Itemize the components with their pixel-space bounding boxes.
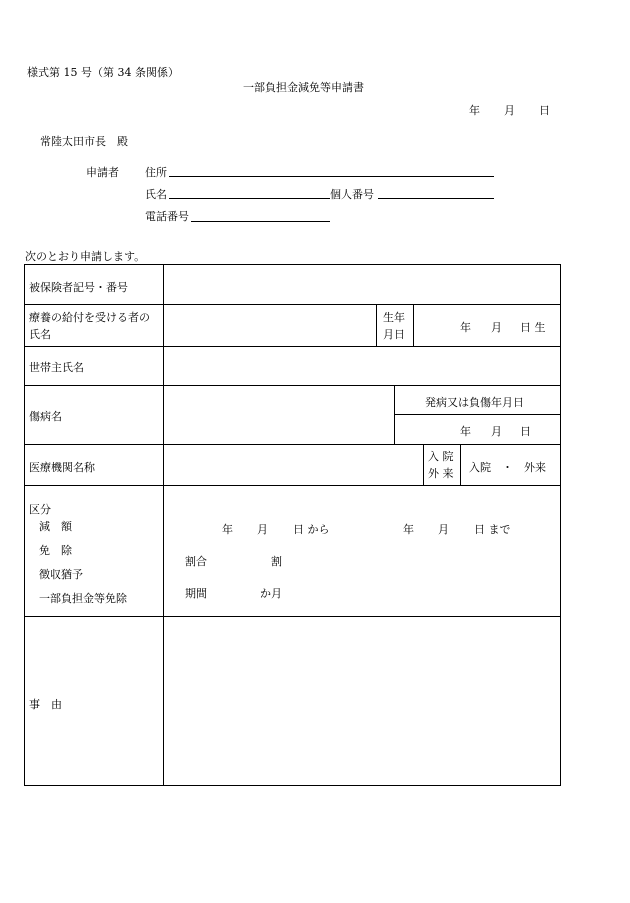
category-postponement[interactable]: 徴収猶予 bbox=[39, 568, 83, 581]
birth-month: 月 bbox=[491, 321, 502, 334]
onset-month: 月 bbox=[491, 425, 502, 438]
from-month: 月 bbox=[257, 523, 268, 536]
to-year: 年 bbox=[403, 523, 414, 536]
onset-day: 日 bbox=[520, 425, 531, 438]
householder-field[interactable] bbox=[165, 348, 557, 383]
onset-label: 発病又は負傷年月日 bbox=[425, 396, 524, 409]
category-label: 区分 bbox=[29, 503, 51, 516]
onset-year: 年 bbox=[460, 425, 471, 438]
householder-label: 世帯主氏名 bbox=[29, 361, 84, 374]
phone-label: 電話番号 bbox=[145, 210, 189, 223]
birth-day: 日 生 bbox=[520, 321, 546, 334]
reason-field[interactable] bbox=[165, 618, 557, 783]
category-reduction[interactable]: 減 額 bbox=[39, 520, 72, 533]
insured-number-field[interactable] bbox=[165, 267, 557, 302]
phone-field[interactable] bbox=[191, 221, 330, 222]
institution-label: 医療機関名称 bbox=[29, 461, 95, 474]
category-copay-exemption[interactable]: 一部負担金等免除 bbox=[39, 592, 127, 605]
recipient-name-label-1: 療養の給付を受ける者の bbox=[29, 311, 150, 324]
birth-label-1: 生年 bbox=[383, 311, 405, 324]
inout-in-label: 入 院 bbox=[428, 450, 454, 463]
category-exemption[interactable]: 免 除 bbox=[39, 544, 72, 557]
applicant-label: 申請者 bbox=[86, 166, 119, 179]
address-field[interactable] bbox=[169, 176, 494, 177]
disease-name-field[interactable] bbox=[165, 387, 392, 442]
name-label: 氏名 bbox=[145, 188, 167, 201]
date-day: 日 bbox=[539, 104, 550, 117]
recipient-name-label-2: 氏名 bbox=[29, 328, 51, 341]
address-label: 住所 bbox=[145, 166, 167, 179]
institution-field[interactable] bbox=[165, 446, 421, 483]
ratio-unit: 割 bbox=[271, 555, 282, 568]
period-label: 期間 bbox=[185, 587, 207, 600]
inout-selector[interactable]: 入院 ・ 外来 bbox=[469, 461, 546, 474]
addressee: 常陸太田市長 殿 bbox=[40, 135, 128, 148]
from-year: 年 bbox=[222, 523, 233, 536]
birth-label-2: 月日 bbox=[383, 328, 405, 341]
to-month: 月 bbox=[438, 523, 449, 536]
from-day: 日 から bbox=[293, 523, 330, 536]
ratio-label: 割合 bbox=[185, 555, 207, 568]
personal-number-label: 個人番号 bbox=[330, 188, 374, 201]
date-month: 月 bbox=[504, 104, 515, 117]
period-unit: か月 bbox=[260, 587, 282, 600]
insured-number-label: 被保険者記号・番号 bbox=[29, 281, 128, 294]
name-field[interactable] bbox=[169, 198, 330, 199]
form-number: 様式第 15 号（第 34 条関係） bbox=[27, 66, 179, 79]
to-day: 日 まで bbox=[474, 523, 511, 536]
disease-name-label: 傷病名 bbox=[29, 410, 62, 423]
document-title: 一部負担金減免等申請書 bbox=[243, 81, 364, 94]
date-year: 年 bbox=[469, 104, 480, 117]
reason-label: 事 由 bbox=[29, 698, 62, 711]
intro-text: 次のとおり申請します。 bbox=[25, 250, 146, 263]
inout-out-label: 外 来 bbox=[428, 467, 454, 480]
application-table bbox=[24, 264, 561, 786]
recipient-name-field[interactable] bbox=[165, 306, 374, 344]
personal-number-field[interactable] bbox=[378, 198, 494, 199]
birth-year: 年 bbox=[460, 321, 471, 334]
